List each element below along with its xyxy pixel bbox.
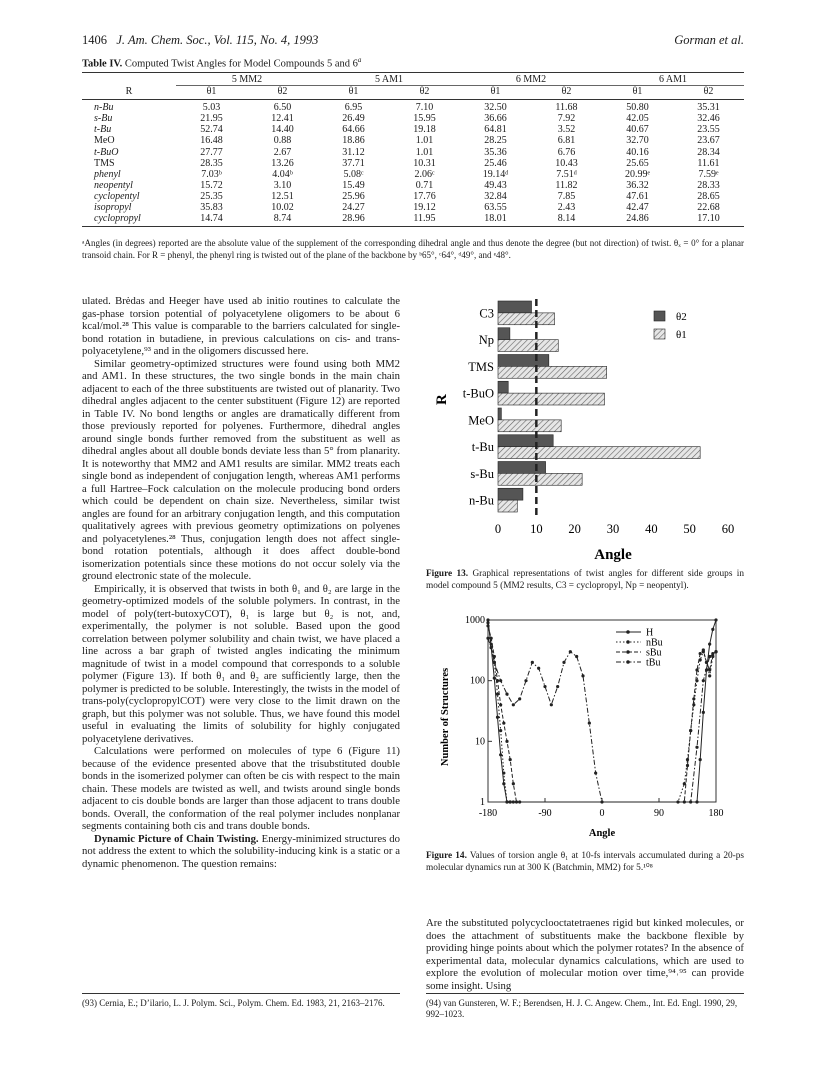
fig14-data-point <box>531 661 534 664</box>
table-cell: 36.66 <box>484 113 507 125</box>
table-cell: 21.95 <box>200 113 223 125</box>
fig14-data-point <box>708 655 711 658</box>
fig13-bar-theta2 <box>498 328 510 340</box>
table-cell: 8.74 <box>247 213 318 227</box>
fig14-data-point <box>692 697 695 700</box>
table-cell: 12.51 <box>271 190 294 202</box>
table-row-label: cyclopropyl <box>82 213 176 227</box>
table-cell: 47.61 <box>626 190 649 202</box>
table-cell: 5.08ᶜ <box>343 168 364 180</box>
table-cell: 6.81 <box>557 135 576 147</box>
fig13-bar-theta2 <box>498 355 549 367</box>
table-cell: 64.66 <box>342 124 365 136</box>
table-cell: 42.05 <box>626 113 649 125</box>
table-cell: 7.59ᵉ <box>698 168 719 180</box>
fig14-data-point <box>562 661 565 664</box>
fig14-legend-label: sBu <box>646 647 662 659</box>
fig14-y-tick-label: 100 <box>470 675 485 687</box>
fig13-y-axis-label: R <box>434 394 450 405</box>
table-cell: 6.50 <box>273 102 292 114</box>
fig13-category-label: t-Bu <box>471 440 494 455</box>
fig13-category-label: n-Bu <box>469 493 494 508</box>
fig13-legend-label: θ1 <box>676 329 687 341</box>
table-cell: 28.96 <box>318 213 389 227</box>
table-cell: 6.76 <box>557 146 576 158</box>
table-cell: 25.65 <box>626 157 649 169</box>
fig14-data-point <box>695 800 698 803</box>
table-cell: 18.01 <box>460 213 531 227</box>
body-paragraph: Calculations were performed on molecules of type 6 (Figure 11) because of the evidence presented above that the trisubstituted double bonds in the isomerized polymer can often be cis with respect to the main chain. These models are twisted as well, and twists around single bonds adjacent to cis double bonds are larger than those adjacent to trans double bonds. Overall, the conformation of the real polymer includes nonplanar segments containing both cis and trans double bonds. <box>82 745 400 832</box>
fig13-category-label: C3 <box>479 306 494 321</box>
table-cell: 15.95 <box>413 113 436 125</box>
fig14-series-line <box>488 623 716 802</box>
fig13-bar-theta2 <box>498 381 508 393</box>
table-cell: 3.52 <box>557 124 576 136</box>
table-cell: 52.74 <box>200 124 223 136</box>
fig14-data-point <box>518 800 521 803</box>
fig13-x-tick-label: 50 <box>683 522 696 536</box>
table-cell: 49.43 <box>484 179 507 191</box>
fig14-data-point <box>486 637 489 640</box>
fig13-x-tick-label: 10 <box>530 522 543 536</box>
fig14-data-point <box>537 667 540 670</box>
fig14-data-point <box>499 753 502 756</box>
table-cell: 32.46 <box>697 113 720 125</box>
fig13-bar-theta1 <box>498 447 700 459</box>
table-footnote: ᵃAngles (in degrees) reported are the absolute value of the supplement of the corresponding dihedral angle and thus denote the degree (but not direction) of twist. θₓ = 0° for a planar transoid chain. For R = phenyl, the phenyl ring is twisted out of the plane of the backbone by ᵇ65°, ᶜ64°, ᵈ49°, and ᵉ48°. <box>82 238 744 260</box>
table-cell: 25.35 <box>200 190 223 202</box>
table-cell: 4.04ᵇ <box>272 168 293 180</box>
table-group-header-row <box>82 73 744 86</box>
table-row-label: phenyl <box>94 168 121 180</box>
figure-13-caption <box>426 569 744 592</box>
table-row <box>82 191 744 202</box>
fig14-data-point <box>695 668 698 671</box>
table-cell: 19.18 <box>413 124 436 136</box>
fig13-bar-theta1 <box>498 340 558 352</box>
table-cell: 25.96 <box>342 190 365 202</box>
table-group-header: 6 AM1 <box>602 73 744 86</box>
table-cell: 1.01 <box>415 135 434 147</box>
body-paragraph: Similar geometry-optimized structures were found using both MM2 and AM1. In these structures, the two single bonds in the main chain adjacent to each of the three substituents are twisted out of planarity. Two dihedral angles adjacent to the center substituent (Figure 12) are reported in Table IV. No bond lengths or angles are dramatically different from those previously reported for polyenes. Furthermore, dihedral angles around single bonds further removed from the substituent as well as dihedral angles about all double bonds deviate less than 5° from planarity. It is noteworthy that MM2 and AM1 results are similar. MM2 treats each single bond as independent of conjugation length, whereas AM1 performs a full Hartree–Fock calculation on the molecule producing bond orders which could be dependent on chain size. Nevertheless, similar twist angles are found for an arbitrary conjugation length, and this computation qualitatively agrees with previous geometry optimizations on polyenes and polyacetylenes.²⁸ Thus, conjugation length does not affect single-bond rotation potentials, although it does affect double-bond isomerization potentials since these motions do not occur solely via the ground electronic state of the molecule. <box>82 357 400 582</box>
table-cell: 2.06ᶜ <box>414 168 435 180</box>
table-cell: 13.26 <box>271 157 294 169</box>
table-cell: 3.10 <box>273 179 292 191</box>
table-cell: 10.02 <box>271 202 294 214</box>
table-caption-label: Table IV. <box>82 58 123 70</box>
table-cell: 22.68 <box>697 202 720 214</box>
fig14-data-point <box>496 679 499 682</box>
table-subheader: θ1 <box>176 86 247 100</box>
fig13-category-label: Np <box>478 333 494 348</box>
fig13-legend-label: θ2 <box>676 311 687 323</box>
table-cell: 20.99ᵉ <box>624 168 651 180</box>
fig13-bar-theta1 <box>498 420 561 432</box>
fig14-data-point <box>556 685 559 688</box>
fig14-data-point <box>714 650 717 653</box>
table-cell: 35.36 <box>484 146 507 158</box>
fig14-data-point <box>518 697 521 700</box>
table-row-label: neopentyl <box>94 179 133 191</box>
fig13-category-label: t-BuO <box>462 386 494 401</box>
table-cell: 7.51ᵈ <box>556 168 577 180</box>
table-cell: 36.32 <box>626 179 649 191</box>
figure-13-caption-text: Graphical representations of twist angles for different side groups in model compound 5 (MM2 results, C3 = cyclopropyl, Np = neopentyl). <box>426 569 744 591</box>
table-cell: 10.31 <box>413 157 436 169</box>
fig14-data-point <box>686 764 689 767</box>
fig14-data-point <box>515 800 518 803</box>
table-row <box>82 180 744 191</box>
table-cell: 12.41 <box>271 113 294 125</box>
table-cell: 2.67 <box>273 146 292 158</box>
table-cell: 11.82 <box>555 179 578 191</box>
figure-14-caption <box>426 851 744 874</box>
fig14-data-point <box>524 679 527 682</box>
figure-14-caption-text: Values of torsion angle θ₁ at 10-fs intervals accumulated during a 20-ps molecular dynamics run at 300 K (Batchmin, MM2) for 5.¹⁰⁸ <box>426 851 744 873</box>
table-row <box>82 135 744 146</box>
fig14-legend-marker <box>626 650 630 654</box>
section-heading: Dynamic Picture of Chain Twisting. <box>94 832 259 845</box>
table-subheader: θ2 <box>389 86 460 100</box>
fig14-data-point <box>714 618 717 621</box>
fig14-data-point <box>699 652 702 655</box>
table-cell: 14.40 <box>271 124 294 136</box>
body-left-column <box>82 295 400 870</box>
table-caption <box>82 56 361 70</box>
table-subheader: θ2 <box>673 86 744 100</box>
table-cell: 24.27 <box>342 202 365 214</box>
figure-14-caption-label: Figure 14. <box>426 851 467 861</box>
table-cell: 42.47 <box>626 202 649 214</box>
table-group-header: 5 AM1 <box>318 73 460 86</box>
fig13-bar-theta2 <box>498 488 523 500</box>
table-caption-note: a <box>357 56 362 64</box>
fig14-data-point <box>496 693 499 696</box>
fig14-data-point <box>490 637 493 640</box>
table-cell: 28.35 <box>200 157 223 169</box>
fig14-legend-marker <box>626 660 630 664</box>
fig14-data-point <box>689 800 692 803</box>
fig13-bar-theta1 <box>498 473 582 485</box>
table-cell: 32.50 <box>484 102 507 114</box>
table-cell: 17.76 <box>413 190 436 202</box>
fig14-data-point <box>486 618 489 621</box>
table-cell: 35.83 <box>200 202 223 214</box>
table-cell: 11.68 <box>555 102 578 114</box>
table-row-label: TMS <box>94 157 115 169</box>
fig14-data-point <box>569 650 572 653</box>
table-cell: 7.85 <box>557 190 576 202</box>
fig14-data-point <box>588 721 591 724</box>
fig13-category-label: TMS <box>468 359 494 374</box>
footnote-93: (93) Cernia, E.; D’ilario, L. J. Polym. Sci., Polym. Chem. Ed. 1983, 21, 2163–2176. <box>82 993 400 1009</box>
body-paragraph <box>82 833 400 871</box>
fig14-data-point <box>594 771 597 774</box>
fig14-data-point <box>702 679 705 682</box>
table-group-header: 6 MM2 <box>460 73 602 86</box>
table-cell: 31.12 <box>342 146 365 158</box>
table-subheader: θ1 <box>318 86 389 100</box>
table-cell: 15.72 <box>200 179 223 191</box>
fig14-data-point <box>711 628 714 631</box>
fig14-legend-marker <box>626 630 630 634</box>
fig14-data-point <box>575 655 578 658</box>
table-row <box>82 202 744 213</box>
section-text: Energy-minimized structures do not address the extent to which the solubility-inducing kink is a static or a dynamic phenomenon. The question remains: <box>82 832 400 870</box>
fig14-series-line <box>488 626 716 802</box>
table-cell: 32.84 <box>484 190 507 202</box>
table-cell: 23.55 <box>697 124 720 136</box>
body-paragraph: Empirically, it is observed that twists in both θ₁ and θ₂ are large in the geometry-optimized models of the soluble polymers. In contrast, in the model of poly(tert-butoxyCOT), θ₁ is large but θ₂ is not, and, experimentally, the polymer is not soluble. Based upon the good correlation between polymer solubility and chain twist, we have placed a line across a bar graph of twisted angles indicating the minimum magnitude of twist in a model compound that corresponds to a soluble polymer (Figure 13). If both θ₁ and θ₂ are sufficiently large, then the polymer is predicted to be soluble. Interestingly, the twists in the model of trans-poly(cyclopropylCOT) were very close to the limit drawn on the graph, but this polymer was not soluble. Thus, we have found this model useful in evaluating the limits of solubility for highly conjugated polyacetylene derivatives. <box>82 582 400 745</box>
fig13-category-label: MeO <box>468 413 494 428</box>
figure-13-bar-chart <box>436 295 746 565</box>
fig14-legend-label: H <box>646 627 654 639</box>
table-cell: 2.43 <box>557 202 576 214</box>
table-caption-text: Computed Twist Angles for Model Compounds 5 and 6 <box>124 58 358 70</box>
table-cell: 7.03ᵇ <box>201 168 222 180</box>
fig14-data-point <box>505 800 508 803</box>
fig14-data-point <box>699 758 702 761</box>
fig14-data-point <box>502 771 505 774</box>
table-cell: 15.49 <box>342 179 365 191</box>
table-row <box>82 113 744 124</box>
fig14-data-point <box>512 703 515 706</box>
fig13-x-tick-label: 40 <box>645 522 658 536</box>
fig14-data-point <box>581 674 584 677</box>
fig13-legend <box>654 311 687 341</box>
fig13-bar-theta1 <box>498 366 607 378</box>
fig13-bar-theta1 <box>498 393 604 405</box>
table-body <box>82 100 744 227</box>
fig13-x-tick-label: 60 <box>721 522 735 536</box>
figure-13-caption-label: Figure 13. <box>426 569 469 579</box>
body-paragraph: Are the substituted polycyclooctatetraenes rigid but kinked molecules, or does the attachment of substituents make the backbone flexible by providing hinge points about which the polymer rotates? In the absence of experimental data, molecular dynamics calculations, which are used to explore the evolution of molecular motion over time,⁹⁴˒⁹⁵ can provide some insight. Using <box>426 917 744 992</box>
fig14-data-point <box>509 758 512 761</box>
fig14-data-point <box>509 800 512 803</box>
fig14-data-point <box>496 716 499 719</box>
fig14-x-tick-label: -90 <box>538 808 552 819</box>
twist-angle-table <box>82 72 744 227</box>
fig13-x-axis-label: Angle <box>594 547 632 563</box>
table-cell: 0.88 <box>273 135 292 147</box>
table-cell: 24.86 <box>602 213 673 227</box>
body-right-column <box>426 917 744 992</box>
table-subheader-row <box>82 86 744 100</box>
fig14-series-line <box>488 620 716 802</box>
table-row-header: R <box>82 86 176 100</box>
table-row-label: cyclopentyl <box>94 190 140 202</box>
fig14-x-axis-label: Angle <box>588 828 616 839</box>
fig13-x-tick-label: 30 <box>606 522 620 536</box>
fig14-data-point <box>702 648 705 651</box>
table-group-header: 5 MM2 <box>176 73 318 86</box>
table-cell: 14.74 <box>176 213 247 227</box>
fig14-legend <box>616 628 663 669</box>
table-row <box>82 124 744 135</box>
table-cell: 37.71 <box>342 157 365 169</box>
fig14-data-point <box>499 703 502 706</box>
fig13-legend-swatch-theta1 <box>654 329 665 339</box>
fig13-x-tick-label: 0 <box>494 522 502 536</box>
table-cell: 28.33 <box>697 179 720 191</box>
table-row-label: t-Bu <box>94 124 112 136</box>
table-row <box>82 158 744 169</box>
fig14-data-point <box>512 800 515 803</box>
page-number: 1406 <box>82 33 107 47</box>
table-cell: 40.67 <box>626 124 649 136</box>
table-cell: 26.49 <box>342 113 365 125</box>
table-row-label: s-Bu <box>94 113 113 125</box>
table-subheader: θ1 <box>602 86 673 100</box>
table-cell: 7.10 <box>415 102 434 114</box>
fig14-data-point <box>708 668 711 671</box>
table-cell: 7.92 <box>557 113 576 125</box>
table-cell: 64.81 <box>484 124 507 136</box>
running-authors: Gorman et al. <box>674 33 744 47</box>
table-row-label: n-Bu <box>94 102 114 114</box>
fig14-data-point <box>505 693 508 696</box>
running-header <box>82 33 318 48</box>
fig14-data-point <box>493 677 496 680</box>
table-row <box>82 100 744 114</box>
table-cell: 11.95 <box>389 213 460 227</box>
table-row-label: MeO <box>94 135 115 147</box>
table-subheader: θ1 <box>460 86 531 100</box>
table-cell: 40.16 <box>626 146 649 158</box>
fig14-data-point <box>708 643 711 646</box>
fig14-data-point <box>702 711 705 714</box>
fig14-y-tick-label: 1000 <box>465 615 485 626</box>
fig14-data-point <box>505 740 508 743</box>
table-cell: 28.25 <box>484 135 507 147</box>
table-subheader: θ2 <box>247 86 318 100</box>
fig14-data-point <box>550 703 553 706</box>
fig13-bar-theta1 <box>498 313 555 325</box>
fig13-bar-theta2 <box>498 408 501 420</box>
table-cell: 11.61 <box>697 157 720 169</box>
table-row <box>82 213 744 227</box>
fig14-x-tick-label: -180 <box>478 808 498 819</box>
table-row-label: t-BuO <box>94 146 119 158</box>
body-paragraph: ulated. Brėdas and Heeger have used ab initio routines to calculate the gas-phase torsion potential of polyacetylene oligomers to be about 6 kcal/mol.²⁸ This value is comparable to the barriers calculated for single-bond rotation in butadiene, in previous calculations on cis- and trans-polyacetylene,⁹³ and in the oligomers discussed here. <box>82 295 400 357</box>
fig14-data-point <box>689 729 692 732</box>
table-cell: 5.03 <box>202 102 221 114</box>
table-cell: 23.67 <box>697 135 720 147</box>
fig14-data-point <box>708 674 711 677</box>
fig14-data-point <box>600 800 603 803</box>
table-cell: 8.14 <box>531 213 602 227</box>
fig13-x-tick-label: 20 <box>568 522 581 536</box>
fig14-data-point <box>512 782 515 785</box>
table-cell: 1.01 <box>415 146 434 158</box>
table-cell: 32.70 <box>626 135 649 147</box>
fig14-x-tick-label: 0 <box>599 808 605 819</box>
table-cell: 27.77 <box>200 146 223 158</box>
fig13-category-label: s-Bu <box>470 466 494 481</box>
table-cell: 63.55 <box>484 202 507 214</box>
fig14-data-point <box>543 685 546 688</box>
table-cell: 6.95 <box>344 102 363 114</box>
table-cell: 16.48 <box>200 135 223 147</box>
fig13-bar-theta1 <box>498 500 517 512</box>
fig14-data-point <box>705 661 708 664</box>
fig14-data-point <box>486 624 489 627</box>
table-cell: 28.65 <box>697 190 720 202</box>
fig14-data-point <box>499 729 502 732</box>
table-row <box>82 147 744 158</box>
fig14-legend-label: nBu <box>646 637 663 649</box>
table-cell: 19.12 <box>413 202 436 214</box>
fig14-series-line <box>488 638 716 802</box>
table-cell: 50.80 <box>626 102 649 114</box>
table-cell: 17.10 <box>673 213 744 227</box>
fig14-data-point <box>486 621 489 624</box>
figure-14-line-chart <box>436 612 746 842</box>
table-cell: 28.34 <box>697 146 720 158</box>
fig14-y-axis-label: Number of Structures <box>440 667 451 767</box>
table-cell: 0.71 <box>415 179 434 191</box>
fig14-data-point <box>490 646 493 649</box>
journal-citation: J. Am. Chem. Soc., Vol. 115, No. 4, 1993 <box>116 33 319 47</box>
fig13-bar-theta2 <box>498 462 546 474</box>
fig14-data-point <box>499 679 502 682</box>
fig14-x-tick-label: 180 <box>708 808 724 819</box>
fig14-data-point <box>502 721 505 724</box>
fig14-legend-label: tBu <box>646 657 661 669</box>
fig14-y-tick-label: 1 <box>480 797 485 808</box>
fig13-bar-theta2 <box>498 301 532 313</box>
table-subheader: θ2 <box>531 86 602 100</box>
fig14-data-point <box>493 661 496 664</box>
fig14-legend-marker <box>626 640 630 644</box>
table-row-label: isopropyl <box>94 202 132 214</box>
fig14-plot-frame <box>488 620 716 802</box>
table-cell: 10.43 <box>555 157 578 169</box>
fig14-y-tick-label: 10 <box>475 736 485 748</box>
fig13-legend-swatch-theta2 <box>654 311 665 321</box>
fig14-x-tick-label: 90 <box>654 808 664 819</box>
table-cell: 19.14ᵈ <box>482 168 509 180</box>
table-cell: 25.46 <box>484 157 507 169</box>
table-cell: 35.31 <box>697 102 720 114</box>
fig13-bar-theta2 <box>498 435 553 447</box>
table-cell: 18.86 <box>342 135 365 147</box>
footnote-94: (94) van Gunsteren, W. F.; Berendsen, H. J. C. Angew. Chem., Int. Ed. Engl. 1990, 29, 992–1023. <box>426 993 744 1020</box>
fig14-data-point <box>695 746 698 749</box>
table-row <box>82 169 744 180</box>
